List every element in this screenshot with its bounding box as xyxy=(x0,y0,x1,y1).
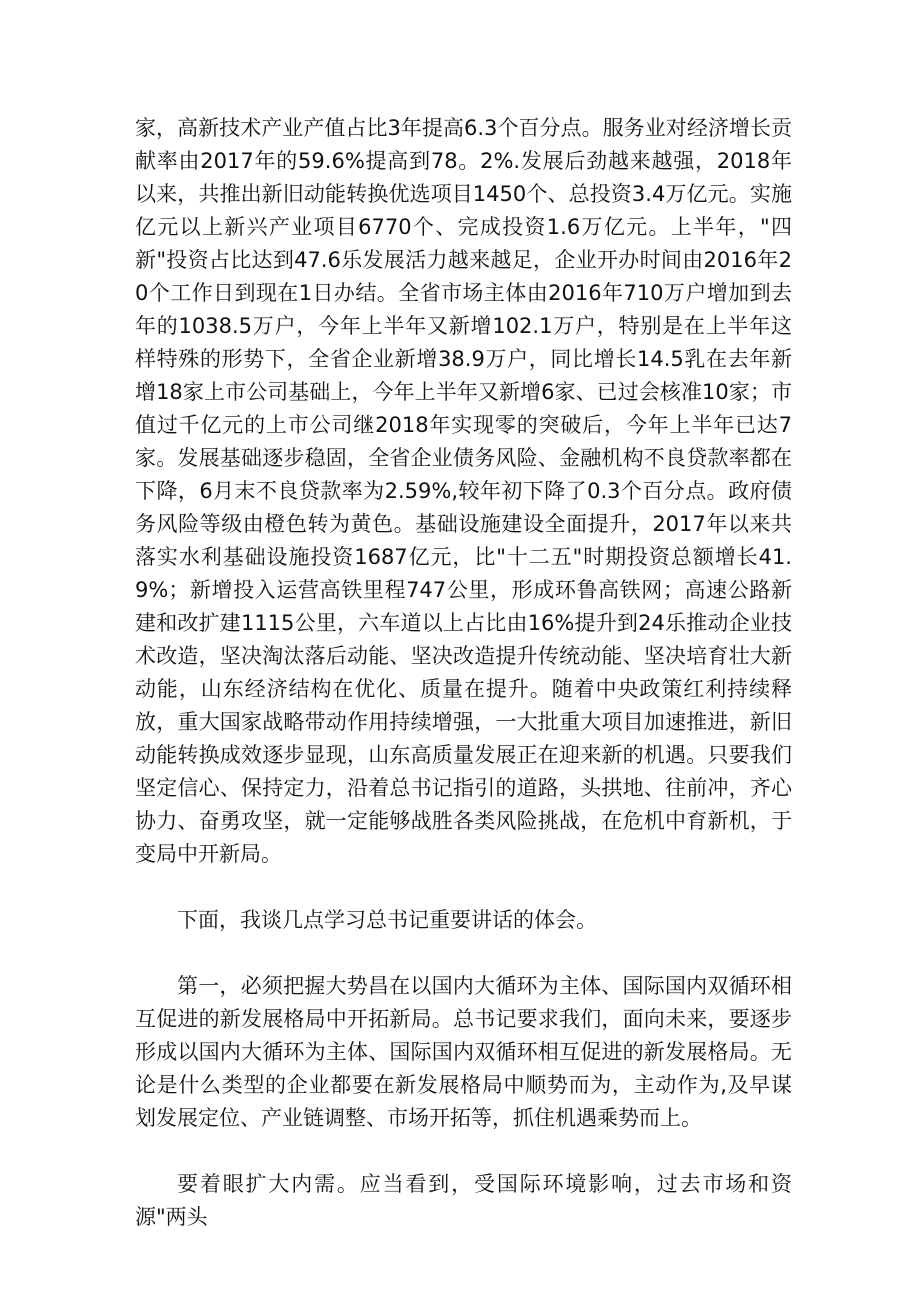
paragraph-continuation: 家，高新技术产业产值占比3年提高6.3个百分点。服务业对经济增长贡献率由2017年的59.6%提高到78。2%.发展后劲越来越强，2018年以来，共推出新旧动能转换优选项目1450个、总投资3.4万亿元。实施亿元以上新兴产业项目6770个、完成投资1.6万亿元。上半年，"四新"投资占比达到47.6乐发展活力越来越足，企业开办时间由2016年20个工作日到现在1日办结。全省市场主体由2016年710万户增加到去年的1038.5万户，今年上半年又新增102.1万户，特别是在上半年这样特殊的形势下，全省企业新增38.9万户，同比增长14.5乳在去年新增18家上市公司基础上，今年上半年又新增6家、已过会核准10家；市值过千亿元的上市公司继2018年实现零的突破后，今年上半年已达7家。发展基础逐步稳固，全省企业债务风险、金融机构不良贷款率都在下降，6月末不良贷款率为2.59%,较年初下降了0.3个百分点。政府债务风险等级由橙色转为黄色。基础设施建设全面提升，2017年以来共落实水利基础设施投资1687亿元，比"十二五"时期投资总额增长41.9%；新增投入运营高铁里程747公里，形成环鲁高铁网；高速公路新建和改扩建1115公里，六车道以上占比由16%提升到24乐推动企业技术改造，坚决淘汰落后动能、坚决改造提升传统动能、坚决培育壮大新动能，山东经济结构在优化、质量在提升。随着中央政策红利持续释放，重大国家战略带动作用持续增强，一大批重大项目加速推进，新旧动能转换成效逐步显现，山东高质量发展正在迎来新的机遇。只要我们坚定信心、保持定力，沿着总书记指引的道路，头拱地、往前冲，齐心协力、奋勇攻坚，就一定能够战胜各类风险挑战，在危机中育新机，于变局中开新局。 xyxy=(135,116,792,866)
paragraph-point-one: 第一，必须把握大势昌在以国内大循环为主体、国际国内双循环相互促进的新发展格局中开拓新局。总书记要求我们，面向未来，要逐步形成以国内大循环为主体、国际国内双循环相互促进的新发展格局。无论是什么类型的企业都要在新发展格局中顺势而为，主动作为,及早谋划发展定位、产业链调整、市场开拓等，抓住机遇乘势而上。 xyxy=(135,974,792,1130)
paragraph-domestic-demand: 要着眼扩大内需。应当看到，受国际环境影响，过去市场和资源"两头 xyxy=(135,1172,792,1229)
paragraph-intro-remarks: 下面，我谈几点学习总书记重要讲话的体会。 xyxy=(177,908,597,932)
